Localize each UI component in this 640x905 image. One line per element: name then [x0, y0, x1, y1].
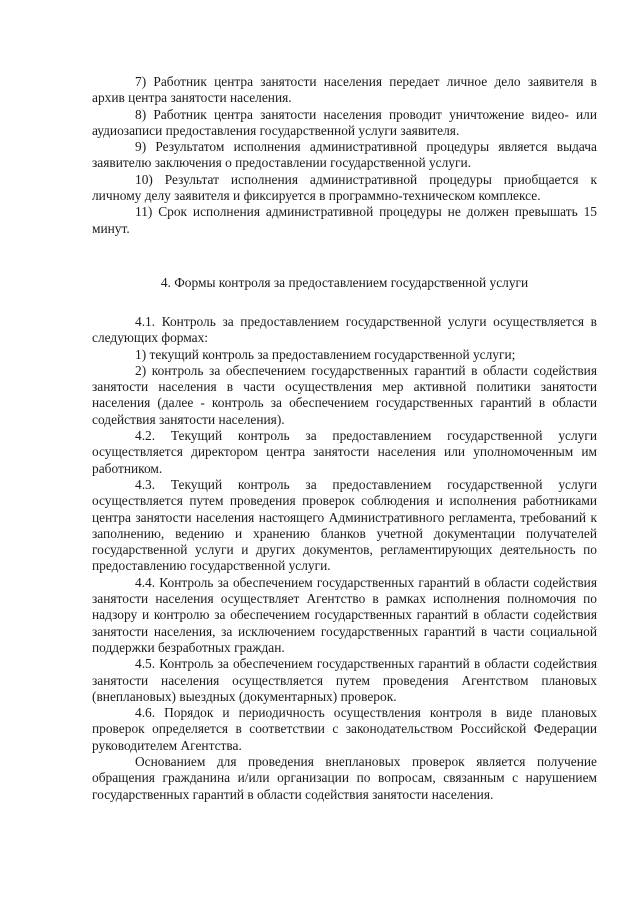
paragraph-4-1-item-2: 2) контроль за обеспечением государственных гарантий в области содействия занятости населения в части осуществления мер активной политики занятости населения (далее - контроль за обеспечением государственных гарантий в области содействия занятости населения).: [92, 362, 597, 427]
paragraph-4-3: 4.3. Текущий контроль за предоставлением государственной услуги осуществляется путем проведения проверок соблюдения и исполнения работниками центра занятости населения настоящего Административного регламента, требований к заполнению, ведению и хранению бланков учетной документации получателей государственной услуги и других документов, регламентирующих деятельность по предоставлению государственной услуги.: [92, 476, 597, 574]
paragraph-4-2: 4.2. Текущий контроль за предоставлением государственной услуги осуществляется директором центра занятости населения или уполномоченным им работником.: [92, 428, 597, 476]
paragraph-9: 9) Результатом исполнения административной процедуры является выдача заявителю заключения о предоставлении государственной услуги.: [92, 139, 597, 171]
paragraph-4-4: 4.4. Контроль за обеспечением государственных гарантий в области содействия занятости населения осуществляет Агентство в рамках исполнения полномочия по надзору и контролю за обеспечением государственных гарантий в области содействия занятости населения, за исключением государственных гарантий в части социальной поддержки безработных граждан.: [92, 574, 597, 655]
paragraph-8: 8) Работник центра занятости населения проводит уничтожение видео- или аудиозаписи предоставления государственной услуги заявителя.: [92, 106, 597, 138]
paragraph-11: 11) Срок исполнения административной процедуры не должен превышать 15 минут.: [92, 204, 597, 236]
paragraph-4-1: 4.1. Контроль за предоставлением государственной услуги осуществляется в следующих формах:: [92, 314, 597, 346]
paragraph-4-6: 4.6. Порядок и периодичность осуществления контроля в виде плановых проверок определяется в соответствии с законодательством Российской Федерации руководителем Агентства.: [92, 705, 597, 753]
intro-block: [92, 74, 597, 237]
paragraph-4-5: 4.5. Контроль за обеспечением государственных гарантий в области содействия занятости населения осуществляется путем проведения Агентством плановых (внеплановых) выездных (документарных) проверок.: [92, 656, 597, 704]
paragraph-10: 10) Результат исполнения административной процедуры приобщается к личному делу заявителя и фиксируется в программно-техническом комплексе.: [92, 171, 597, 204]
paragraph-7: 7) Работник центра занятости населения передает личное дело заявителя в архив центра занятости населения.: [92, 74, 597, 106]
paragraph-grounds: Основанием для проведения внеплановых проверок является получение обращения гражданина и/или организации по вопросам, связанным с нарушением государственных гарантий в области содействия занятости населения.: [92, 754, 597, 802]
section-body: [92, 314, 597, 803]
paragraph-4-1-item-1: 1) текущий контроль за предоставлением государственной услуги;: [135, 346, 516, 362]
section-heading: 4. Формы контроля за предоставлением государственной услуги: [160, 275, 529, 290]
